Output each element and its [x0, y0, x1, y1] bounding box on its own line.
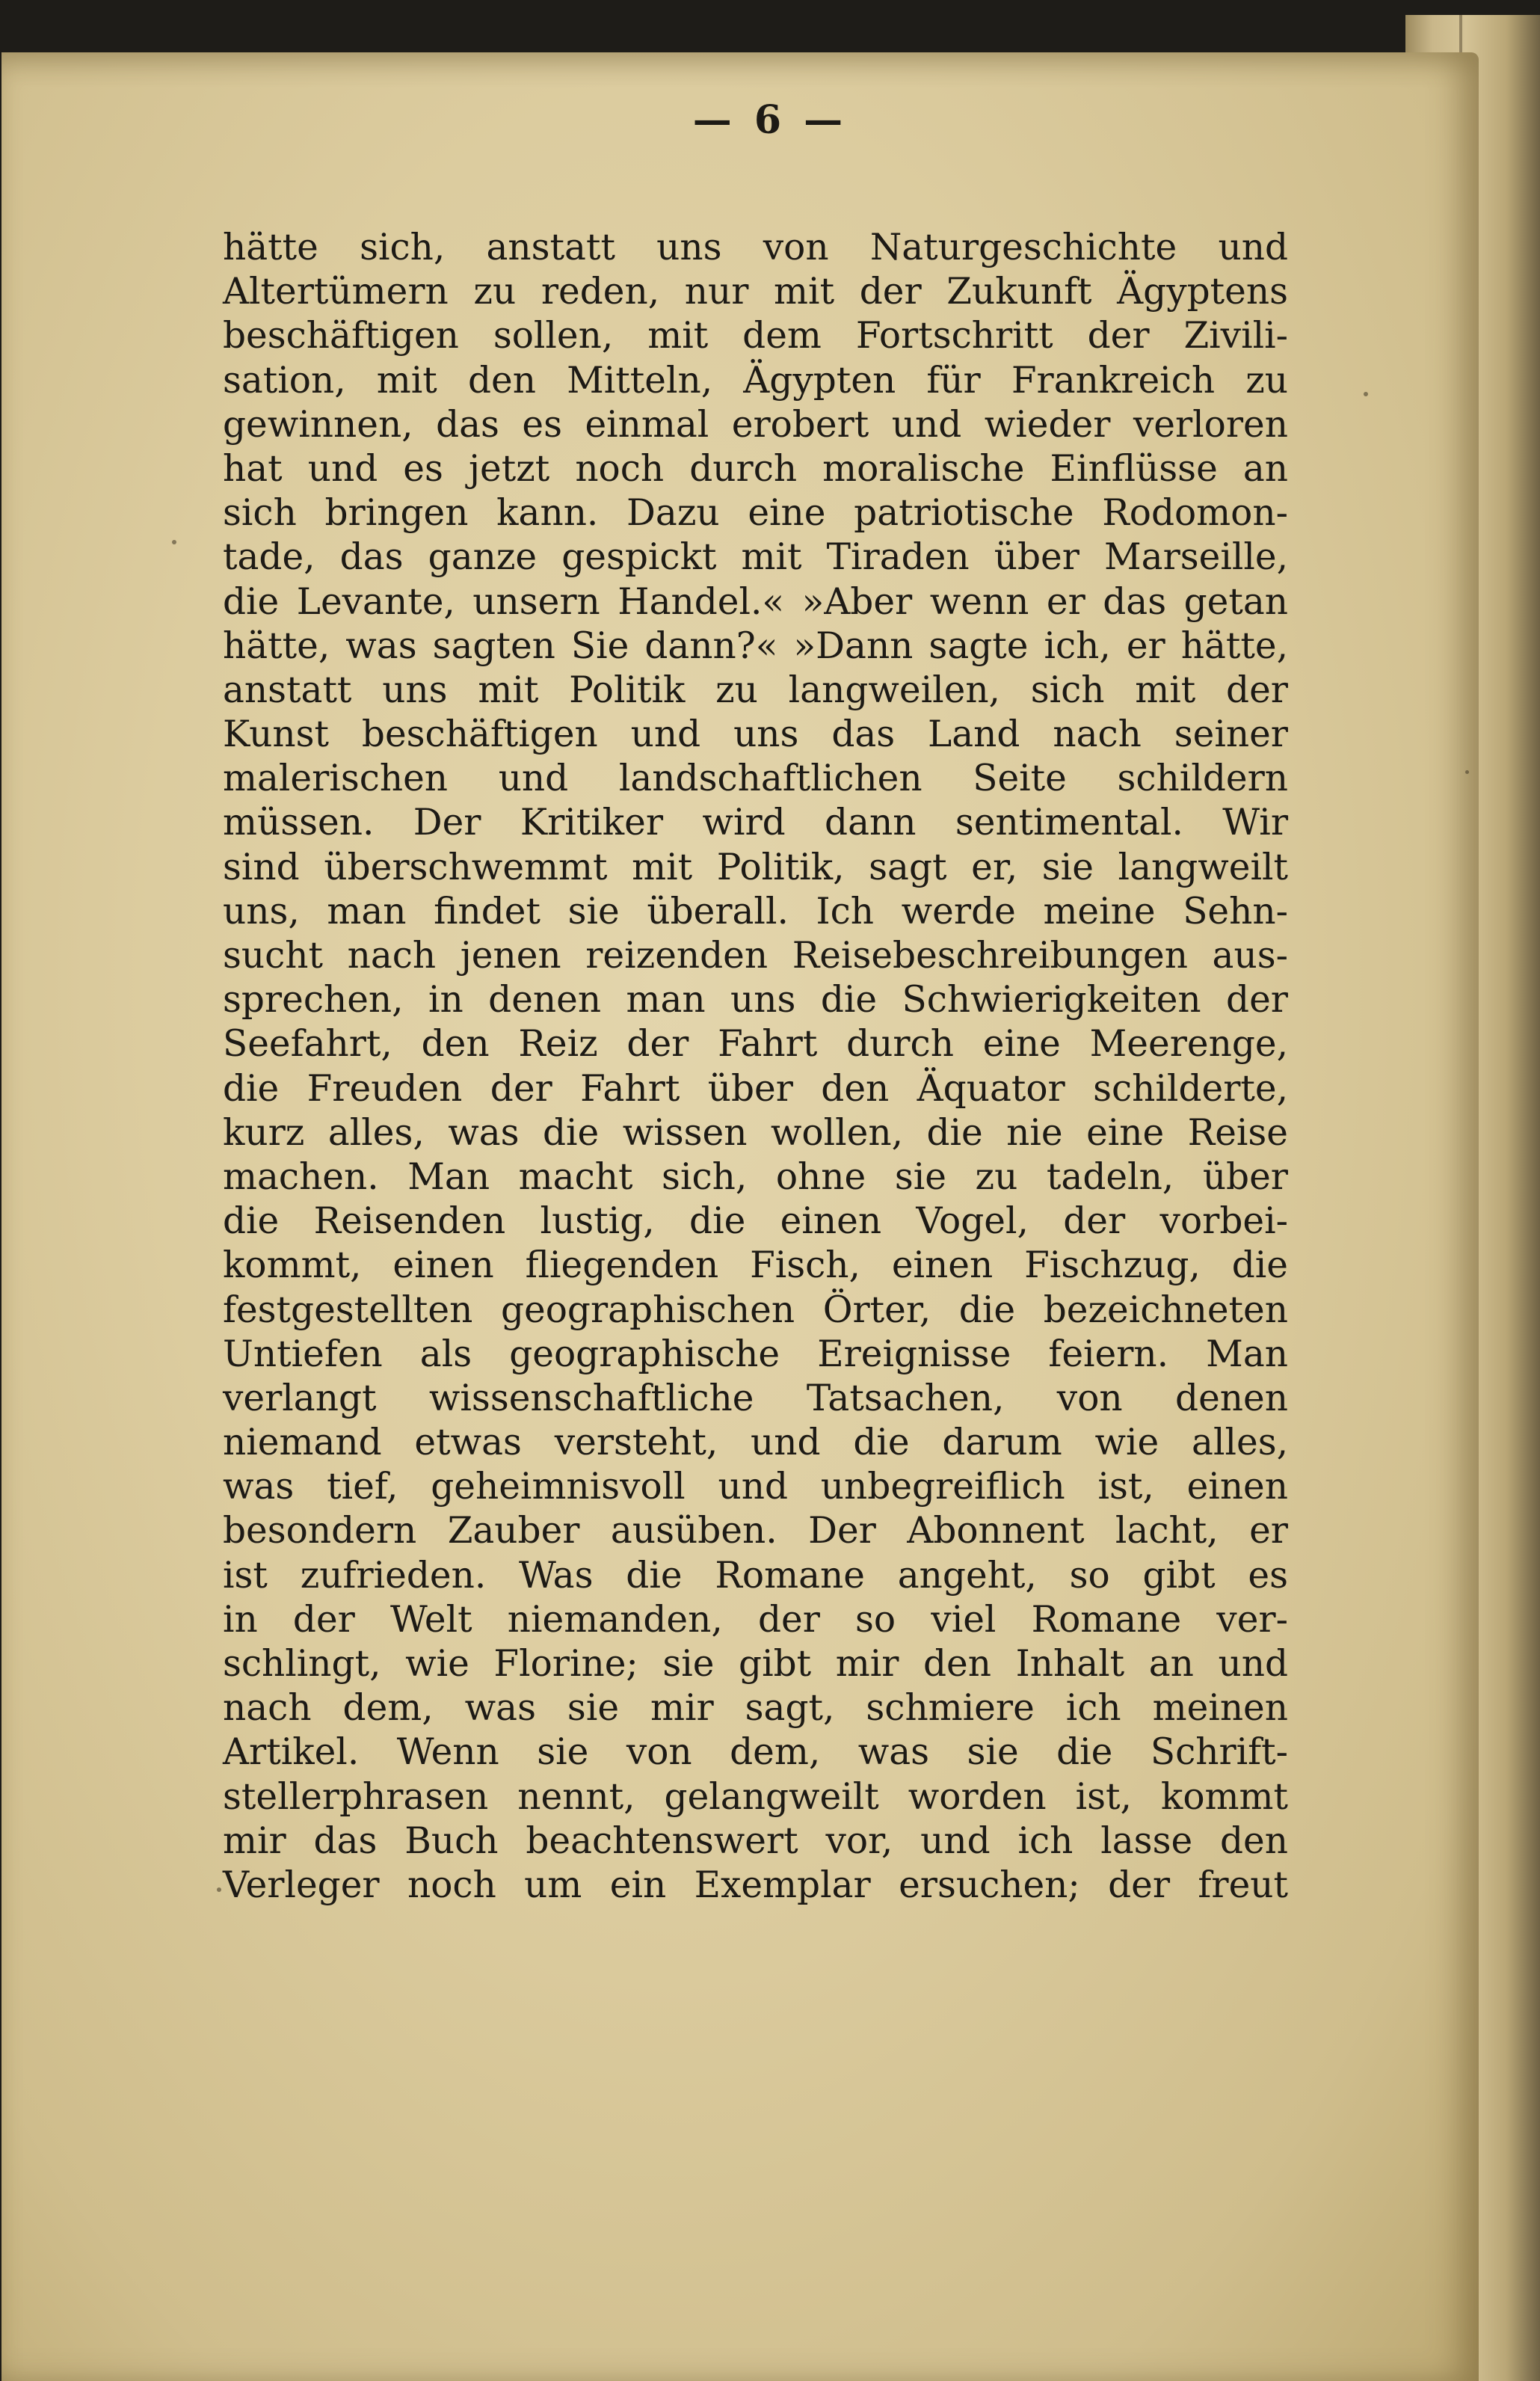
text-line: machen. Man macht sich, ohne sie zu tadeln, über [223, 1155, 1288, 1198]
text-line: hat und es jetzt noch durch moralische Einflüsse an [223, 447, 1288, 490]
text-line: was tief, geheimnisvoll und unbegreiflich ist, einen [223, 1466, 1288, 1508]
paper-speck [1364, 392, 1368, 396]
text-line: kurz alles, was die wissen wollen, die nie eine Reise [223, 1111, 1288, 1154]
text-line: kommt, einen fliegenden Fisch, einen Fischzug, die [223, 1244, 1288, 1287]
text-line: ist zufrieden. Was die Romane angeht, so gibt es [223, 1554, 1288, 1597]
text-line: festgestellten geographischen Örter, die bezeichneten [223, 1288, 1288, 1331]
text-line: sprechen, in denen man uns die Schwierigkeiten der [223, 979, 1288, 1021]
text-line: nach dem, was sie mir sagt, schmiere ich meinen [223, 1687, 1288, 1730]
text-line: Kunst beschäftigen und uns das Land nach seiner [223, 713, 1288, 756]
text-line: in der Welt niemanden, der so viel Romane ver- [223, 1598, 1288, 1641]
page-number: — 6 — [692, 97, 848, 143]
text-line: sind überschwemmt mit Politik, sagt er, sie langweilt [223, 846, 1288, 888]
text-line: hätte, was sagten Sie dann?« »Dann sagte ich, er hätte, [223, 624, 1288, 667]
text-line: Verleger noch um ein Exemplar ersuchen; der freut [223, 1864, 1288, 1906]
paper-speck [172, 540, 176, 544]
text-line: uns, man findet sie überall. Ich werde meine Sehn- [223, 890, 1288, 933]
text-line: sucht nach jenen reizenden Reisebeschreibungen aus- [223, 935, 1288, 977]
text-line: malerischen und landschaftlichen Seite schildern [223, 758, 1288, 800]
text-line: anstatt uns mit Politik zu langweilen, sich mit der [223, 669, 1288, 711]
text-line: die Freuden der Fahrt über den Äquator schilderte, [223, 1067, 1288, 1110]
text-line: niemand etwas versteht, und die darum wie alles, [223, 1422, 1288, 1464]
paper-speck [217, 1887, 221, 1892]
text-line: besondern Zauber ausüben. Der Abonnent lacht, er [223, 1510, 1288, 1552]
text-line: die Reisenden lustig, die einen Vogel, der vorbei- [223, 1200, 1288, 1243]
body-text [223, 226, 1288, 1908]
text-line: sation, mit den Mitteln, Ägypten für Frankreich zu [223, 359, 1288, 402]
text-line: verlangt wissenschaftliche Tatsachen, von denen [223, 1377, 1288, 1419]
text-line: schlingt, wie Florine; sie gibt mir den Inhalt an und [223, 1643, 1288, 1685]
text-line: gewinnen, das es einmal erobert und wieder verloren [223, 403, 1288, 446]
text-line: Seefahrt, den Reiz der Fahrt durch eine Meerenge, [223, 1023, 1288, 1066]
text-line: sich bringen kann. Dazu eine patriotische Rodomon- [223, 492, 1288, 535]
text-line: müssen. Der Kritiker wird dann sentimental. Wir [223, 802, 1288, 844]
text-line: Artikel. Wenn sie von dem, was sie die Schrift- [223, 1731, 1288, 1774]
text-line: tade, das ganze gespickt mit Tiraden über Marseille, [223, 536, 1288, 579]
text-line: stellerphrasen nennt, gelangweilt worden ist, kommt [223, 1775, 1288, 1818]
text-line: mir das Buch beachtenswert vor, und ich lasse den [223, 1819, 1288, 1862]
text-line: die Levante, unsern Handel.« »Aber wenn er das getan [223, 580, 1288, 623]
text-line: beschäftigen sollen, mit dem Fortschritt der Zivili- [223, 315, 1288, 357]
text-line: hätte sich, anstatt uns von Naturgeschichte und [223, 227, 1288, 268]
text-line: Untiefen als geographische Ereignisse feiern. Man [223, 1333, 1288, 1375]
text-line: Altertümern zu reden, nur mit der Zukunft Ägyptens [223, 271, 1288, 313]
paper-speck [1465, 770, 1469, 774]
